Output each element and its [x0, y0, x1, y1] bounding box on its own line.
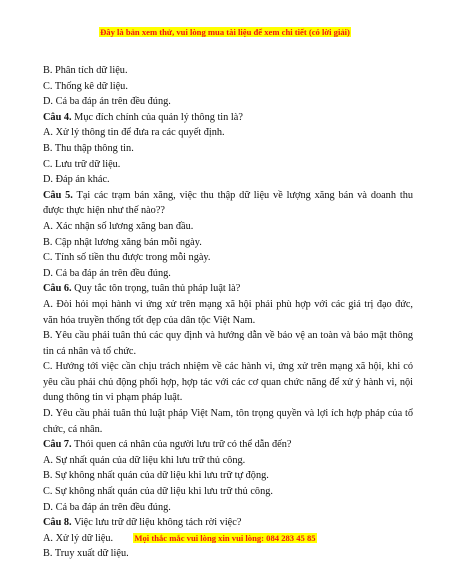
question-text: Mục đích chính của quản lý thông tin là? [71, 111, 243, 123]
answer-option: D. Đáp án khác. [43, 174, 110, 186]
question-number: Câu 7. [43, 439, 72, 451]
answer-option: C. Tính số tiền thu được trong mỗi ngày. [43, 252, 211, 264]
question-text: Tại các trạm bán xăng, việc thu thập dữ liệu về lượng xăng bán và doanh thu được thực hiện như thế nào?? [43, 189, 413, 217]
question-line [43, 437, 413, 453]
question-number: Câu 5. [43, 189, 73, 201]
answer-option: A. Sự nhất quán của dữ liệu khi lưu trữ thủ công. [43, 454, 246, 466]
question-number: Câu 4. [43, 111, 72, 123]
contact-footer [0, 533, 450, 543]
answer-option: D. Cả ba đáp án trên đều đúng. [43, 267, 171, 279]
answer-option: D. Cả ba đáp án trên đều đúng. [43, 501, 171, 513]
answer-option: B. Truy xuất dữ liệu. [43, 548, 129, 560]
answer-option: A. Xử lý thông tin để đưa ra các quyết định. [43, 127, 225, 139]
answer-option: B. Phân tích dữ liệu. [43, 65, 128, 76]
answer-option: C. Sự không nhất quán của dữ liệu khi lưu trữ thủ công. [43, 486, 273, 498]
answer-option: C. Hướng tới việc cần chịu trách nhiệm về các hành vi, ứng xử trên mạng xã hội, khi có yêu cầu phải chủ động phối hợp, hợp tác với các cơ quan chức năng để xử ý hành vi, nội dung thông tin vi phạm pháp luật. [43, 361, 413, 404]
answer-option: A. Xử lý dữ liệu. [43, 532, 114, 544]
preview-notice-text: Đây là bản xem thử, vui lòng mua tài liệu để xem chi tiết (có lời giải) [100, 27, 350, 37]
answer-option: B. Sự không nhất quán của dữ liệu khi lưu trữ tự động. [43, 470, 269, 482]
contact-footer-text: Mọi thắc mắc vui lòng xin vui lòng: 084 283 45 85 [134, 533, 316, 543]
question-text: Thói quen cá nhân của người lưu trữ có thể dẫn đến? [71, 439, 292, 451]
question-text: Quy tắc tôn trọng, tuân thủ pháp luật là? [71, 283, 241, 295]
question-text: Việc lưu trữ dữ liệu không tách rời việc? [71, 517, 242, 529]
answer-option: A. Xác nhận số lương xăng ban đầu. [43, 220, 194, 232]
answer-option: B. Cập nhật lương xăng bán mỗi ngày. [43, 236, 202, 248]
answer-option: D. Yêu cầu phải tuân thủ luật pháp Việt Nam, tôn trọng quyền và lợi ích hợp pháp của tổ chức, cá nhân. [43, 408, 413, 435]
question-line [43, 110, 413, 126]
question-line [43, 515, 413, 531]
question-line [43, 188, 413, 219]
answer-option: D. Cả ba đáp án trên đều đúng. [43, 96, 171, 108]
question-number: Câu 6. [43, 283, 72, 295]
answer-option: C. Thống kê dữ liệu. [43, 80, 128, 92]
answer-option: B. Thu thập thông tin. [43, 142, 134, 154]
preview-notice-banner [0, 27, 450, 37]
question-number: Câu 8. [43, 517, 72, 529]
document-body [43, 63, 413, 562]
answer-option: B. Yêu cầu phải tuân thủ các quy định và hướng dẫn về bảo vệ an toàn và bảo mật thông tin cá nhân và tổ chức. [43, 330, 413, 357]
question-line [43, 281, 413, 297]
answer-option: A. Đòi hỏi mọi hành vi ứng xử trên mạng xã hội phải phù hợp với các giá trị đạo đức, văn hóa truyền thống tốt đẹp của dân tộc Việt Nam. [43, 298, 413, 326]
answer-option: C. Lưu trữ dữ liệu. [43, 158, 121, 170]
